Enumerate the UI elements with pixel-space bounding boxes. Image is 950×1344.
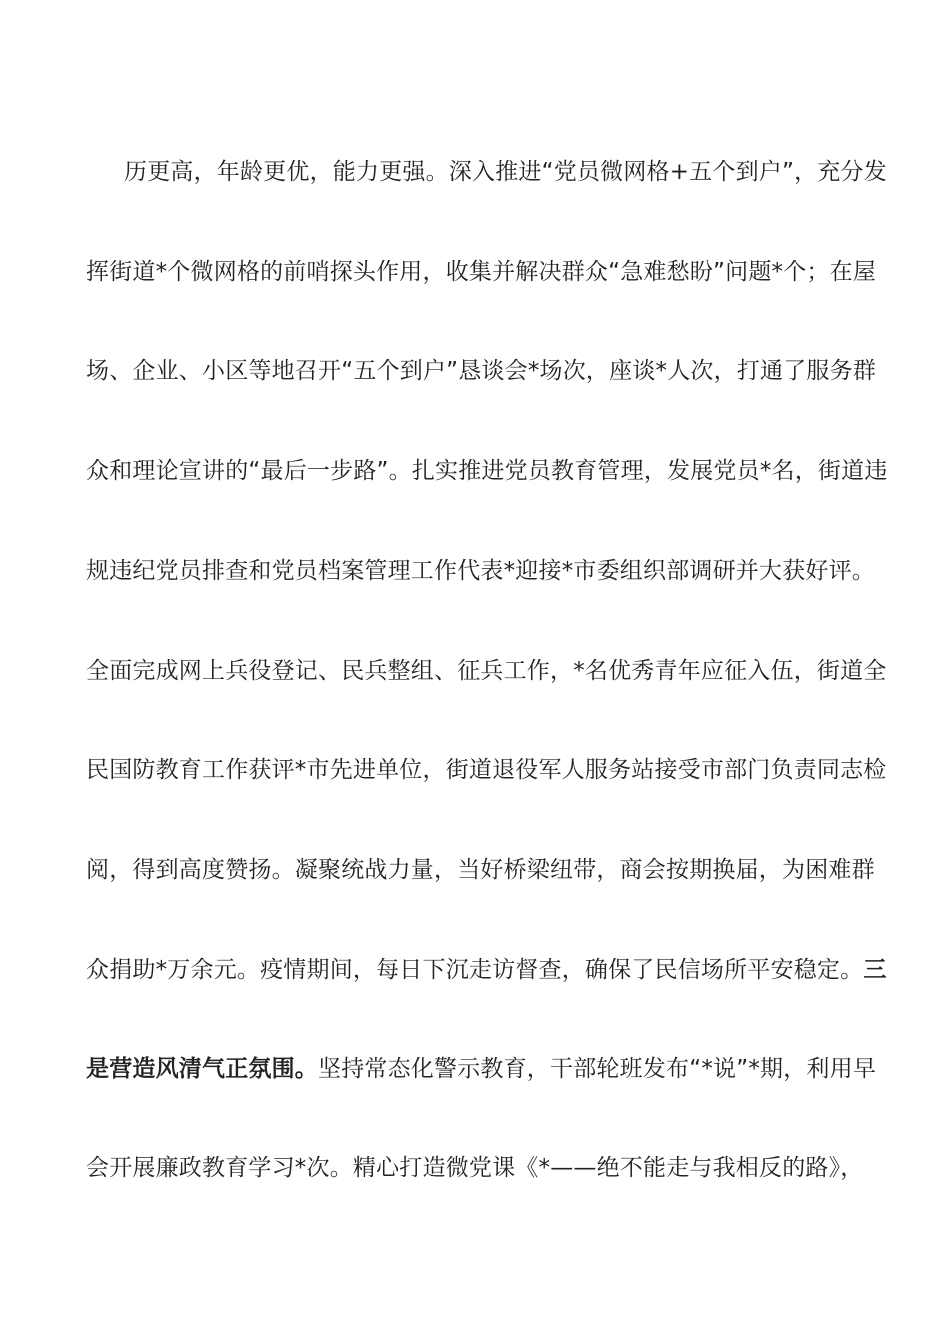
paragraph-line: 众和理论宣讲的“最后一步路”。扎实推进党员教育管理，发展党员*名，街道违 [86,458,888,484]
paragraph-line: 场、企业、小区等地召开“五个到户”恳谈会*场次，座谈*人次，打通了服务群 [86,358,877,384]
line-text: 坚持常态化警示教育，干部轮班发布“*说”*期，利用早 [318,1056,877,1082]
paragraph-line: 全面完成网上兵役登记、民兵整组、征兵工作，*名优秀青年应征入伍，街道全 [86,658,887,684]
bold-heading-text: 三 [863,957,887,983]
bold-heading-text: 是营造风清气正氛围。 [86,1056,318,1082]
paragraph-line: 规违纪党员排查和党员档案管理工作代表*迎接*市委组织部调研并大获好评。 [86,558,875,584]
paragraph-line: 挥街道*个微网格的前哨探头作用，收集并解决群众“急难愁盼”问题*个；在屋 [86,259,877,285]
paragraph-line [86,950,887,990]
line-text: 众捐助*万余元。疫情期间，每日下沉走访督查，确保了民信场所平安稳定。 [86,957,864,983]
paragraph-line: 会开展廉政教育学习*次。精心打造微党课《*——绝不能走与我相反的路》， [86,1155,864,1181]
paragraph-line: 历更高，年龄更优，能力更强。深入推进“党员微网格+五个到户”，充分发 [124,159,887,185]
paragraph-line [86,1049,877,1089]
paragraph-line: 民国防教育工作获评*市先进单位，街道退役军人服务站接受市部门负责同志检 [86,757,887,783]
paragraph-line: 阅，得到高度赞扬。凝聚统战力量，当好桥梁纽带，商会按期换届，为困难群 [86,857,875,883]
